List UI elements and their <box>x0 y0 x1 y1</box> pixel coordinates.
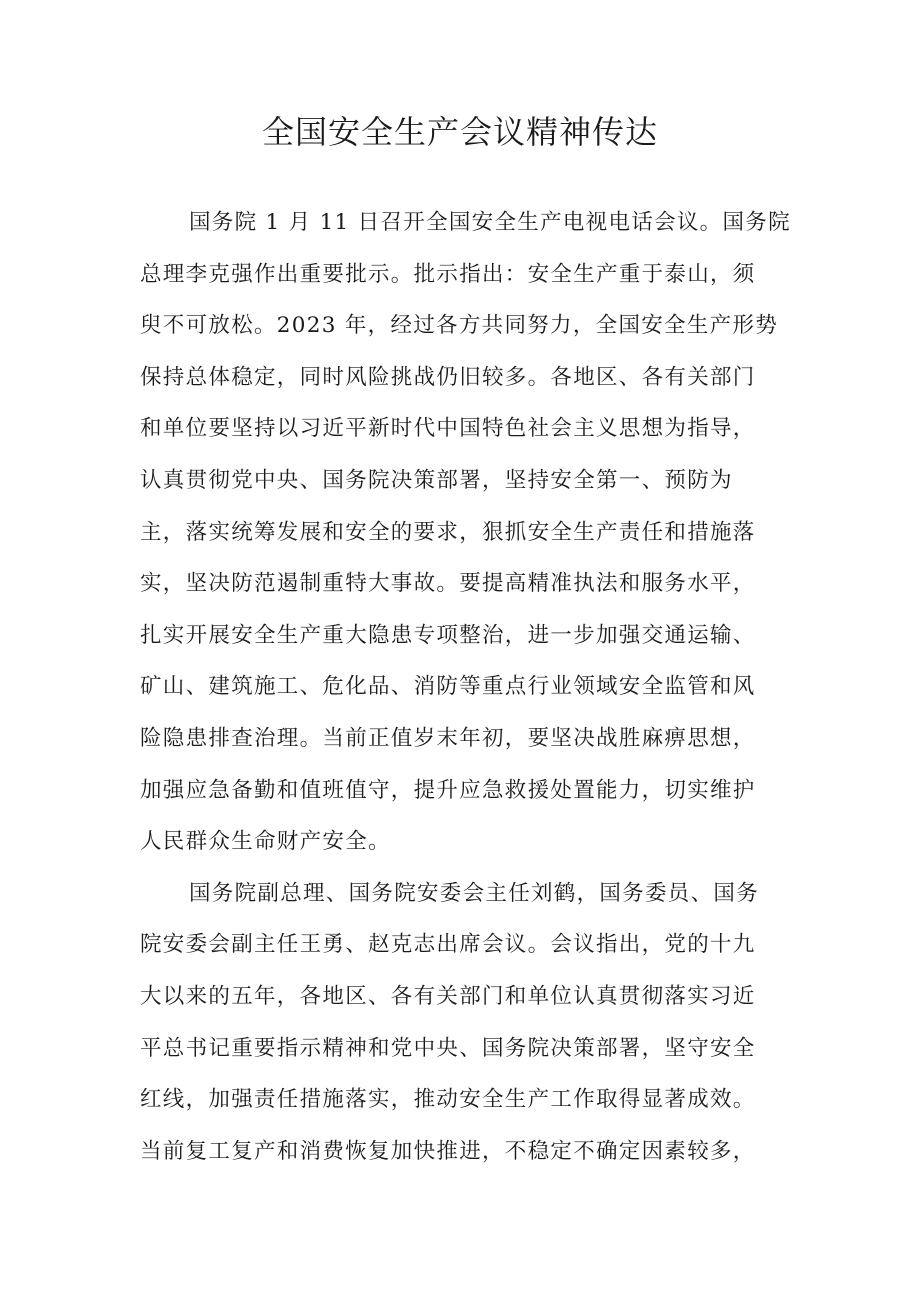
paragraph-2-line-2: 院安委会副主任王勇、赵克志出席会议。会议指出，党的十九 <box>140 932 756 958</box>
paragraph-2-line-1: 国务院副总理、国务院安委会主任刘鹤，国务委员、国务 <box>189 880 760 906</box>
paragraph-1-line-12: 加强应急备勤和值班值守，提升应急救援处置能力，切实维护 <box>140 777 756 803</box>
paragraph-1-line-11: 险隐患排查治理。当前正值岁末年初，要坚决战胜麻痹思想， <box>140 725 756 751</box>
paragraph-2-line-5: 红线，加强责任措施落实，推动安全生产工作取得显著成效。 <box>140 1087 756 1113</box>
paragraph-1-line-9: 扎实开展安全生产重大隐患专项整治，进一步加强交通运输、 <box>140 622 756 648</box>
paragraph-1-line-1: 国务院 1 月 11 日召开全国安全生产电视电话会议。国务院 <box>189 210 791 235</box>
document-body <box>140 197 790 1177</box>
paragraph-1-line-2: 总理李克强作出重要批示。批示指出：安全生产重于泰山，须 <box>140 261 756 287</box>
paragraph-1 <box>140 197 790 868</box>
paragraph-2-line-6: 当前复工复产和消费恢复加快推进，不稳定不确定因素较多， <box>140 1138 756 1164</box>
paragraph-1-line-7: 主，落实统筹发展和安全的要求，狠抓安全生产责任和措施落 <box>140 519 756 545</box>
paragraph-2-line-3: 大以来的五年，各地区、各有关部门和单位认真贯彻落实习近 <box>140 983 756 1009</box>
paragraph-1-line-3: 臾不可放松。2023 年，经过各方共同努力，全国安全生产形势 <box>140 313 779 339</box>
paragraph-1-line-8: 实，坚决防范遏制重特大事故。要提高精准执法和服务水平， <box>140 571 756 597</box>
paragraph-2-line-4: 平总书记重要指示精神和党中央、国务院决策部署，坚守安全 <box>140 1035 756 1061</box>
paragraph-2 <box>140 868 790 1178</box>
paragraph-1-line-5: 和单位要坚持以习近平新时代中国特色社会主义思想为指导， <box>140 416 756 442</box>
paragraph-1-line-4: 保持总体稳定，同时风险挑战仍旧较多。各地区、各有关部门 <box>140 364 756 390</box>
paragraph-1-line-10: 矿山、建筑施工、危化品、消防等重点行业领域安全监管和风 <box>140 674 756 700</box>
document-title: 全国安全生产会议精神传达 <box>261 113 658 151</box>
paragraph-1-line-6: 认真贯彻党中央、国务院决策部署，坚持安全第一、预防为 <box>140 467 733 493</box>
paragraph-1-line-13: 人民群众生命财产安全。 <box>140 829 391 855</box>
